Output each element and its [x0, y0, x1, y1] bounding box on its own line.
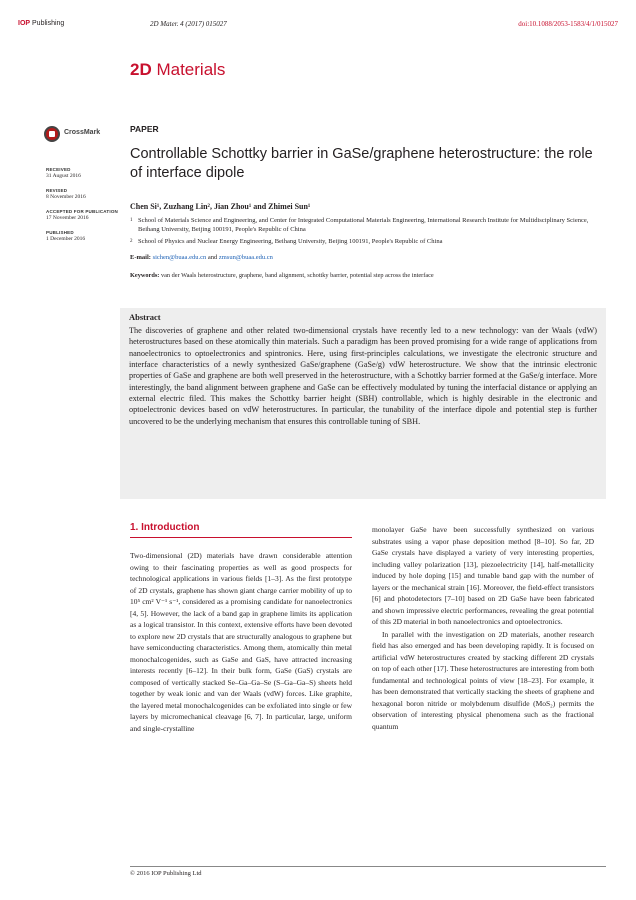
- keywords-label: Keywords:: [130, 272, 160, 279]
- history-value: 1 December 2016: [46, 236, 86, 242]
- footer-rule: [130, 866, 606, 867]
- email-label: E-mail:: [130, 254, 151, 261]
- abstract-heading: Abstract: [129, 312, 161, 322]
- keywords-text: van der Waals heterostructure, graphene, band alignment, schottky barrier, potential step across the interface: [159, 272, 434, 279]
- history-value: 8 November 2016: [46, 194, 86, 200]
- affiliation-number: 2: [130, 239, 133, 244]
- body-column-right: [372, 524, 594, 732]
- affiliation: [130, 217, 600, 234]
- email-link-1[interactable]: sichen@buaa.edu.cn: [152, 254, 207, 261]
- article-history: [46, 166, 126, 250]
- author-list: Chen Si¹, Zuzhang Lin², Jian Zhou¹ and Zhimei Sun¹: [130, 202, 311, 211]
- body-paragraph: In parallel with the investigation on 2D materials, another research field has also emerged and has been developing rapidly. It is focused on artificial vdW heterostructures created by stacking different 2D crystals on top of each other [17]. These heterostructures are interesting from both fundamental and technological points of view [18–23]. For example, it has been demonstrated that vertically stacking the sheets of graphene and hexagonal boron nitride or molybdenum disulfide (MoS₂) permits the observation of interesting physical phenomena such as the fractional quantum: [372, 629, 594, 731]
- publisher-mark: IOP: [18, 20, 31, 27]
- history-label: RECEIVED: [46, 167, 71, 172]
- journal-title-bold: 2D: [130, 60, 152, 79]
- journal-title-rest: Materials: [151, 60, 226, 79]
- affiliation-number: 1: [130, 218, 133, 223]
- history-label: PUBLISHED: [46, 230, 74, 235]
- crossmark-label: CrossMark: [64, 129, 101, 136]
- publisher-logo: [18, 20, 64, 27]
- abstract-box: [120, 308, 606, 499]
- body-column-left: [130, 550, 352, 734]
- email-and: and: [206, 254, 219, 261]
- history-value: 31 August 2016: [46, 173, 81, 179]
- history-label: REVISED: [46, 188, 68, 193]
- body-paragraph: monolayer GaSe have been successfully synthesized on various substrates using a vapor phase deposition method [8–10]. So far, 2D GaSe crystals have displayed a variety of very interesting properties, including valley polarization [13], piezoelectricity [14], half-metallicity induced by hole doping [15] and tunable band gap with the number of layers or the mechanical strain [16]. Moreover, the field-effect transistors [6] and photodetectors [7–10] based on 2D GaSe have been fabricated and shown impressive electric performances, revealing the great potential of this 2D material in both nanoelectronics and optoelectronics.: [372, 525, 594, 626]
- keywords: [130, 272, 600, 279]
- journal-title: [130, 60, 225, 80]
- affiliation-text: School of Physics and Nuclear Energy Engineering, Beihang University, Beijing 100191, People's Republic of China: [138, 238, 443, 245]
- running-header: [18, 20, 618, 32]
- affiliation-text: School of Materials Science and Engineering, and Center for Integrated Computational Materials Engineering, International Research Institute for Multidisciplinary Science, Beihang University, Beijing 100191, People's Republic of China: [138, 217, 589, 233]
- copyright-footer: © 2016 IOP Publishing Ltd: [130, 870, 202, 877]
- history-label: ACCEPTED FOR PUBLICATION: [46, 209, 118, 214]
- publisher-name: Publishing: [32, 20, 65, 27]
- crossmark-icon: [44, 126, 60, 142]
- doi-link[interactable]: doi:10.1088/2053-1583/4/1/015027: [518, 20, 618, 28]
- crossmark-badge[interactable]: [44, 124, 114, 146]
- affiliation: [130, 238, 600, 247]
- article-type: PAPER: [130, 124, 159, 134]
- article-title: Controllable Schottky barrier in GaSe/graphene heterostructure: the role of interface dipole: [130, 146, 593, 181]
- journal-reference: 2D Mater. 4 (2017) 015027: [150, 20, 227, 28]
- body-paragraph: Two-dimensional (2D) materials have drawn considerable attention owing to their fascinating properties as well as good prospects for technological applications in various fields [1–3]. As the first prototype of 2D crystals, graphene has shown giant charge carrier mobility of up to 10⁵ cm² V⁻¹ s⁻¹, considered as a promising candidate for nanoelectronics [4, 5]. However, the lack of a band gap in graphene limits its application as a logical transistor. In this context, extensive efforts have been devoted to explore new 2D crystals that are structurally analogous to graphene but have semiconducting characteristics. Among them, atomically thin metal monochalcogenides, such as GaSe and GaS, have attracted increasing interests recently [6–12]. In their bulk form, GaSe (GaS) crystals are composed of vertically stacked Se–Ga–Ga–Se (S–Ga–Ga–S) sheets held together by weak ionic and van der Waals (vdW) forces. Like graphite, the layered metal monochalcogenides can be exfoliated into single or few layers by micromechanical cleavage [6, 7]. In particular, large, uniform and single-crystalline: [130, 551, 352, 733]
- section-rule: [130, 537, 352, 538]
- section-heading-introduction: 1. Introduction: [130, 522, 200, 533]
- email-link-2[interactable]: zmsun@buaa.edu.cn: [218, 254, 273, 261]
- corresponding-email: [130, 254, 273, 261]
- history-value: 17 November 2016: [46, 215, 89, 221]
- abstract-text: The discoveries of graphene and other related two-dimensional crystals have recently led to a new technology: van der Waals (vdW) heterostructures based on these atomically thin materials. Such a paradigm has been proved promising for a wide range of applications from nanoelectronics to optoelectronics and spintronics. Here, using first-principles calculations, we investigate the electronic structure and interface characteristics of a newly synthesized GaSe/graphene (GaSe/g) vdW heterostructure. We show that the intrinsic electronic properties of GaSe and graphene are both well preserved in the heterostructure, with a Schottky barrier formed at the GaSe/g interface. More interestingly, the band alignment between graphene and GaSe can be effectively modulated by tuning the interfacial distance or applying an external electric filed. This makes the Schottky barrier height (SBH) controllable, which is highly desirable in the electronic and optoelectronic devices based on vdW heterostructures. In particular, the tunability of the interface dipole and potential step is further uncovered to be the underlying mechanism that ensures this controllable tuning of SBH.: [129, 326, 597, 426]
